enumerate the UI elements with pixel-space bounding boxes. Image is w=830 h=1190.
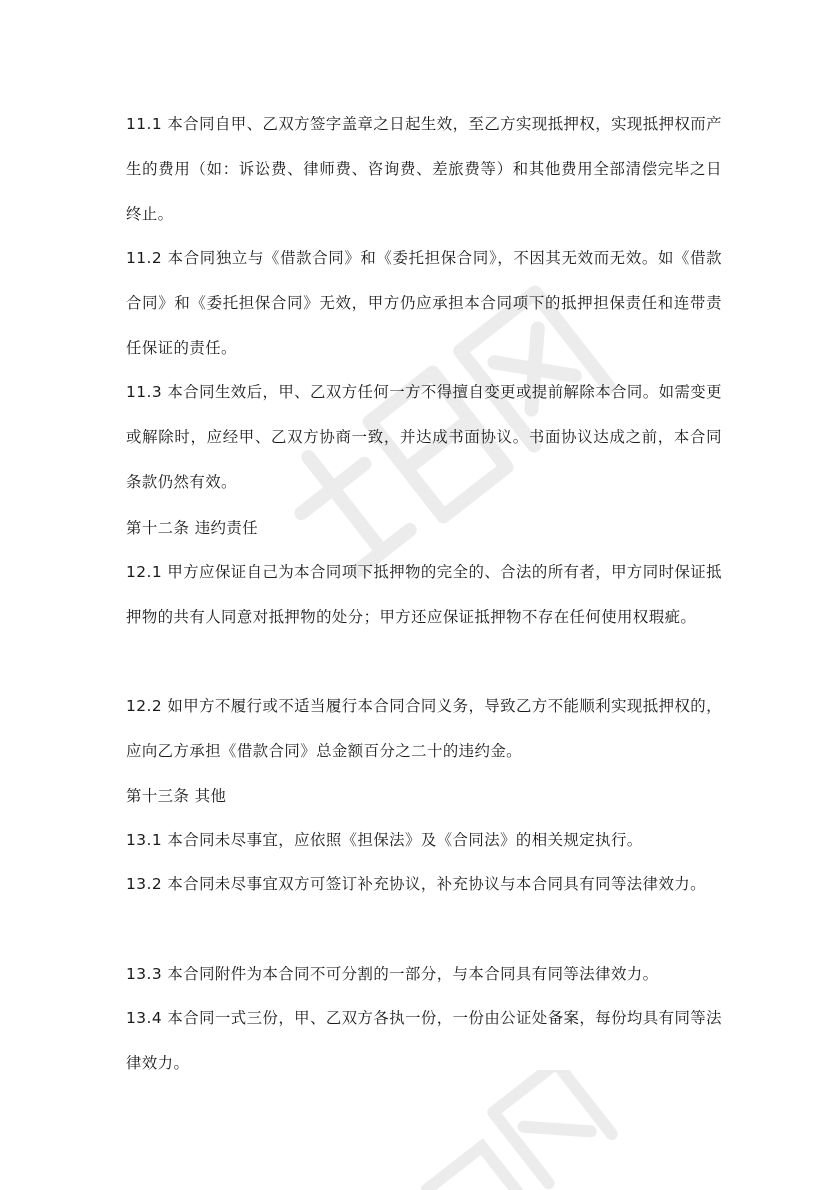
clause-13-2: 13.2 本合同未尽事宜双方可签订补充协议，补充协议与本合同具有同等法律效力。	[126, 875, 706, 893]
clause-11-2: 11.2 本合同独立与《借款合同》和《委托担保合同》，不因其无效而无效。如《借款合同》和《委托担保合同》无效，甲方仍应承担本合同项下的抵押担保责任和连带责任保证的责任。	[126, 249, 722, 357]
clause-13-3: 13.3 本合同附件为本合同不可分割的一部分，与本合同具有同等法律效力。	[126, 965, 659, 983]
clause-11-1: 11.1 本合同自甲、乙双方签字盖章之日起生效，至乙方实现抵押权，实现抵押权而产生的费用（如：诉讼费、律师费、咨询费、差旅费等）和其他费用全部清偿完毕之日终止。	[126, 115, 722, 223]
section-heading-13: 第十三条 其他	[126, 787, 227, 805]
clause-12-2: 12.2 如甲方不履行或不适当履行本合同合同义务，导致乙方不能顺利实现抵押权的，应向乙方承担《借款合同》总金额百分之二十的违约金。	[126, 697, 722, 760]
clause-12-1: 12.1 甲方应保证自己为本合同项下抵押物的完全的、合法的所有者，甲方同时保证抵押物的共有人同意对抵押物的处分；甲方还应保证抵押物不存在任何使用权瑕疵。	[126, 563, 722, 626]
watermark-logo-bottom	[360, 1070, 660, 1190]
clause-11-3: 11.3 本合同生效后，甲、乙双方任何一方不得擅自变更或提前解除本合同。如需变更或解除时，应经甲、乙双方协商一致，并达成书面协议。书面协议达成之前，本合同条款仍然有效。	[126, 383, 722, 491]
clause-13-1: 13.1 本合同未尽事宜，应依照《担保法》及《合同法》的相关规定执行。	[126, 831, 643, 849]
section-heading-12: 第十二条 违约责任	[126, 519, 259, 537]
document-body	[126, 102, 722, 1086]
clause-13-4: 13.4 本合同一式三份，甲、乙双方各执一份，一份由公证处备案，每份均具有同等法律效力。	[126, 1009, 722, 1072]
